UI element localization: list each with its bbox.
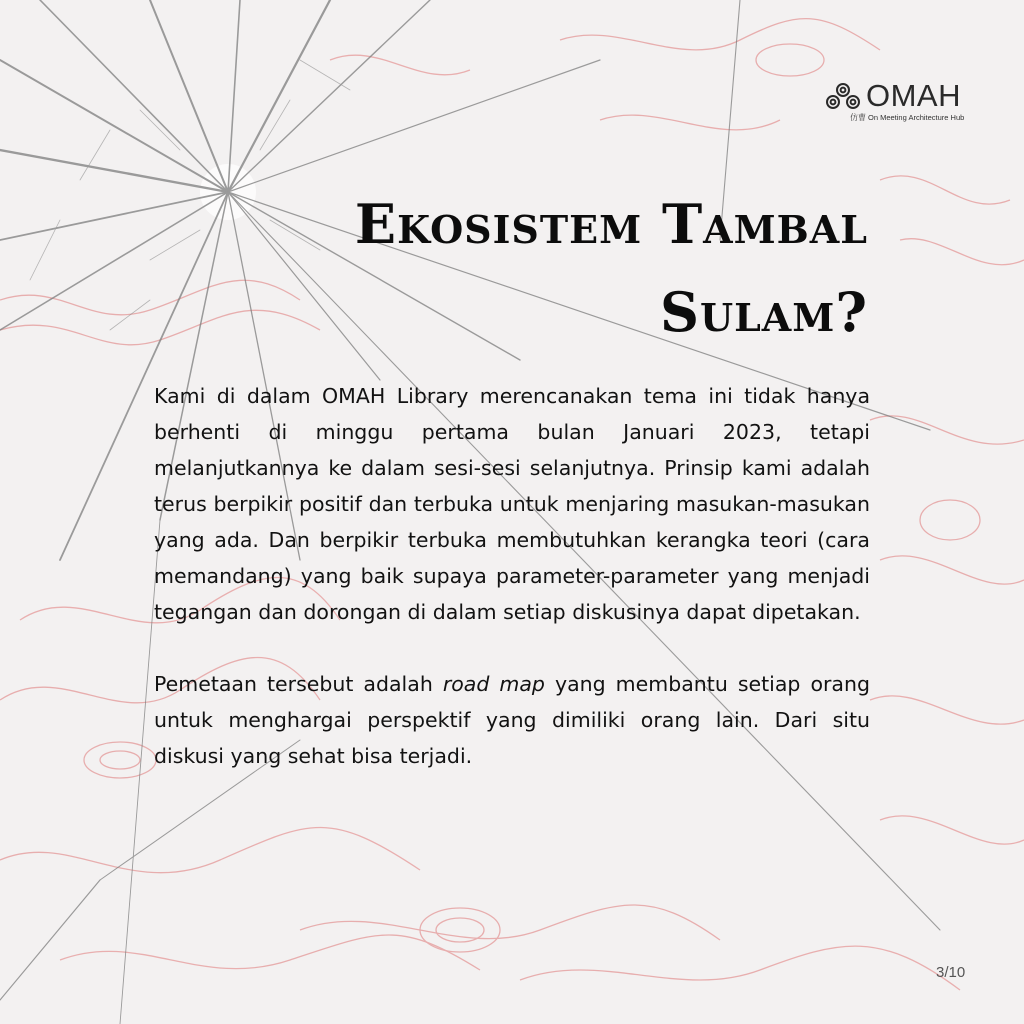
brand-tagline: On Meeting Architecture Hub [868, 113, 965, 122]
omah-logo [824, 78, 974, 124]
paragraph-2-end: yang membantu setiap orang untuk menghargai perspektif yang dimiliki orang lain. Dari situ diskusi yang sehat bisa terjadi. [154, 672, 870, 768]
triple-spiral-icon [824, 82, 862, 110]
page-title [168, 180, 868, 356]
paragraph-2-start: Pemetaan tersebut adalah [154, 672, 443, 696]
brand-name: OMAH [866, 78, 961, 113]
brand-glyphs: 仿曹 [850, 113, 866, 122]
title-line-1: Ekosistem Tambal [354, 192, 868, 256]
page-indicator: 3/10 [936, 964, 966, 981]
paragraph-2 [154, 666, 870, 774]
paragraph-1: Kami di dalam OMAH Library merencanakan tema ini tidak hanya berhenti di minggu pertama bulan Januari 2023, tetapi melanjutkannya ke dalam sesi-sesi selanjutnya. Prinsip kami adalah terus berpikir positif dan terbuka untuk menjaring masukan-masukan yang ada. Dan berpikir terbuka membutuhkan kerangka teori (cara memandang) yang baik supaya parameter-parameter yang menjadi tegangan dan dorongan di dalam setiap diskusinya dapat dipetakan. [154, 384, 870, 624]
title-line-2: Sulam? [659, 280, 868, 344]
body-text [154, 378, 870, 774]
paragraph-2-emphasis: road map [442, 672, 545, 696]
